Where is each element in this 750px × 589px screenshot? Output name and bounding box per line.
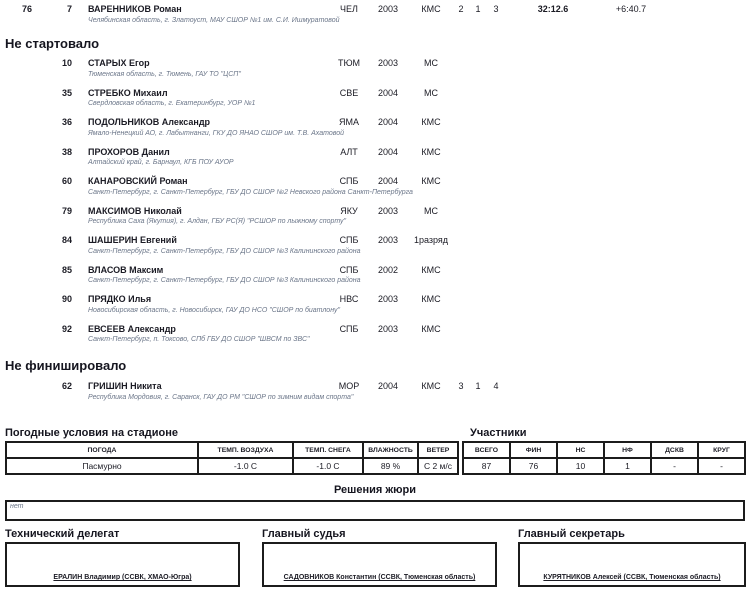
jury-title: Решения жюри xyxy=(333,484,417,496)
participants-value-row xyxy=(463,458,745,474)
birth-year: 2004 xyxy=(377,176,399,186)
participants-total: 87 xyxy=(463,458,510,474)
qualification: КМС xyxy=(421,146,441,157)
qualification: КМС xyxy=(421,323,441,334)
athlete-name: ПОДОЛЬНИКОВ Александр xyxy=(88,117,211,127)
penalty-3: 3 xyxy=(493,4,499,14)
birth-year: 2002 xyxy=(377,264,399,275)
qualification: МС xyxy=(424,205,438,216)
weather-col-snow-temp: ТЕМП. СНЕГА xyxy=(293,442,363,458)
qualification: КМС xyxy=(421,176,441,186)
qualification: 1разряд xyxy=(413,235,449,245)
participants-col-dns: НС xyxy=(557,442,604,458)
qualification: КМС xyxy=(421,264,441,275)
team-description: Санкт-Петербург, п. Токсово, СПб ГБУ ДО СШОР "ШВСМ по ЗВС" xyxy=(88,336,310,343)
team-description: Тюменская область, г. Тюмень, ГАУ ТО "ЦСП" xyxy=(88,70,241,78)
birth-year: 2003 xyxy=(377,323,399,334)
region-code: АЛТ xyxy=(340,146,358,157)
bib-number: 79 xyxy=(61,205,72,216)
athlete-name: КАНАРОВСКИЙ Роман xyxy=(88,176,188,186)
penalty-1: 2 xyxy=(458,4,464,14)
athlete-row xyxy=(0,206,750,236)
bib-number: 62 xyxy=(61,381,72,391)
team-description: Свердловская область, г. Екатеринбург, УОР №1 xyxy=(88,100,256,107)
athlete-name: ПРОХОРОВ Данил xyxy=(88,146,170,157)
bib-number: 38 xyxy=(61,146,72,157)
athlete-row xyxy=(0,235,750,265)
team-description: Челябинская область, г. Златоуст, МАУ СШОР №1 им. С.И. Ишмуратовой xyxy=(88,16,340,24)
qualification: МС xyxy=(424,87,438,98)
dns-rows xyxy=(0,58,750,353)
bib-number: 90 xyxy=(61,294,72,304)
finish-time: 32:12.6 xyxy=(537,4,569,14)
team-description: Алтайский край, г. Барнаул, КГБ ПОУ АУОР xyxy=(88,159,234,166)
athlete-row xyxy=(0,176,750,206)
weather-col-air-temp: ТЕМП. ВОЗДУХА xyxy=(198,442,293,458)
bib-number: 10 xyxy=(61,58,72,68)
technical-delegate-box xyxy=(5,542,240,587)
dnf-rows xyxy=(0,381,750,411)
birth-year: 2004 xyxy=(377,117,399,127)
birth-year: 2004 xyxy=(377,146,399,157)
section-dns-title: Не стартовало xyxy=(5,36,100,51)
region-code: ТЮМ xyxy=(337,58,361,68)
region-code: ЯКУ xyxy=(340,205,358,216)
technical-delegate-name: ЕРАЛИН Владимир (ССВК, ХМАО-Югра) xyxy=(53,574,192,581)
birth-year: 2003 xyxy=(377,294,399,304)
participants-dsq: - xyxy=(651,458,698,474)
participants-col-finished: ФИН xyxy=(510,442,557,458)
bib-number: 84 xyxy=(61,235,72,245)
birth-year: 2003 xyxy=(377,58,399,68)
team-description: Ямало-Ненецкий АО, г. Лабытнанги, ГКУ ДО ЯНАО СШОР им. Т.В. Ахатовой xyxy=(88,129,345,137)
region-code: СПБ xyxy=(339,323,359,334)
penalty-2: 1 xyxy=(475,381,481,391)
participants-dnf: 1 xyxy=(604,458,651,474)
qualification: КМС xyxy=(421,4,441,14)
penalty-3: 4 xyxy=(493,381,499,391)
birth-year: 2003 xyxy=(377,4,399,14)
penalty-1: 3 xyxy=(458,381,464,391)
section-dnf-title: Не финишировало xyxy=(5,358,127,373)
penalty-2: 1 xyxy=(475,4,481,14)
athlete-name: ЕВСЕЕВ Александр xyxy=(88,323,176,334)
weather-col-humidity: ВЛАЖНОСТЬ xyxy=(363,442,418,458)
official-role-chief-judge: Главный судья xyxy=(262,528,346,540)
participants-col-lapped: КРУГ xyxy=(698,442,745,458)
weather-air-temp: -1.0 C xyxy=(198,458,293,474)
athlete-row xyxy=(0,381,750,411)
athlete-name: ВЛАСОВ Максим xyxy=(88,264,164,275)
result-row xyxy=(0,4,750,34)
weather-humidity: 89 % xyxy=(363,458,418,474)
weather-snow-temp: -1.0 C xyxy=(293,458,363,474)
team-description: Санкт-Петербург, г. Санкт-Петербург, ГБУ ДО СШОР №3 Калининского района xyxy=(88,247,361,255)
participants-col-dsq: ДСКВ xyxy=(651,442,698,458)
athlete-name: ВАРЕННИКОВ Роман xyxy=(88,4,182,14)
team-description: Санкт-Петербург, г. Санкт-Петербург, ГБУ ДО СШОР №3 Калининского района xyxy=(88,277,361,284)
qualification: МС xyxy=(424,58,438,68)
weather-col-wind: ВЕТЕР xyxy=(418,442,458,458)
weather-conditions: Пасмурно xyxy=(6,458,198,474)
athlete-row xyxy=(0,324,750,354)
place-number: 76 xyxy=(21,4,32,14)
official-role-chief-secretary: Главный секретарь xyxy=(518,528,625,540)
athlete-row xyxy=(0,265,750,295)
participants-table xyxy=(462,441,746,475)
athlete-row xyxy=(0,147,750,177)
bib-number: 85 xyxy=(61,264,72,275)
athlete-name: СТРЕБКО Михаил xyxy=(88,87,168,98)
time-behind: +6:40.7 xyxy=(615,4,647,14)
weather-header-row xyxy=(6,442,458,458)
bib-number: 7 xyxy=(66,4,72,14)
weather-wind: С 2 м/с xyxy=(418,458,458,474)
bib-number: 36 xyxy=(61,117,72,127)
region-code: МОР xyxy=(338,381,360,391)
region-code: СПБ xyxy=(339,235,359,245)
region-code: НВС xyxy=(339,294,359,304)
weather-table xyxy=(5,441,459,475)
chief-secretary-box xyxy=(518,542,746,587)
athlete-row xyxy=(0,294,750,324)
athlete-name: ГРИШИН Никита xyxy=(88,381,162,391)
qualification: КМС xyxy=(421,294,441,304)
region-code: ЯМА xyxy=(339,117,359,127)
athlete-name: МАКСИМОВ Николай xyxy=(88,205,182,216)
region-code: ЧЕЛ xyxy=(340,4,358,14)
participants-col-dnf: НФ xyxy=(604,442,651,458)
participants-lapped: - xyxy=(698,458,745,474)
official-role-technical-delegate: Технический делегат xyxy=(5,528,120,540)
weather-col-conditions: ПОГОДА xyxy=(6,442,198,458)
participants-title: Участники xyxy=(470,427,527,439)
region-code: СПБ xyxy=(339,264,359,275)
participants-finished: 76 xyxy=(510,458,557,474)
bib-number: 35 xyxy=(61,87,72,98)
chief-judge-name: САДОВНИКОВ Константин (ССВК, Тюменская область) xyxy=(283,574,476,581)
region-code: СВЕ xyxy=(339,87,359,98)
weather-title: Погодные условия на стадионе xyxy=(5,427,179,439)
team-description: Республика Саха (Якутия), г. Алдан, ГБУ РС(Я) "РСШОР по лыжному спорту" xyxy=(88,218,347,225)
athlete-name: СТАРЫХ Егор xyxy=(88,58,150,68)
birth-year: 2004 xyxy=(377,381,399,391)
participants-header-row xyxy=(463,442,745,458)
bib-number: 60 xyxy=(61,176,72,186)
weather-value-row xyxy=(6,458,458,474)
athlete-name: ПРЯДКО Илья xyxy=(88,294,152,304)
birth-year: 2003 xyxy=(377,205,399,216)
bib-number: 92 xyxy=(61,323,72,334)
participants-dns: 10 xyxy=(557,458,604,474)
athlete-row xyxy=(0,88,750,118)
team-description: Санкт-Петербург, г. Санкт-Петербург, ГБУ ДО СШОР №2 Невского района Санкт-Петербурга xyxy=(88,188,413,196)
jury-note: нет xyxy=(10,503,24,510)
region-code: СПБ xyxy=(339,176,359,186)
chief-judge-box xyxy=(262,542,497,587)
athlete-row xyxy=(0,117,750,147)
team-description: Новосибирская область, г. Новосибирск, ГАУ ДО НСО "СШОР по биатлону" xyxy=(88,306,341,314)
chief-secretary-name: КУРЯТНИКОВ Алексей (ССВК, Тюменская область) xyxy=(543,574,721,581)
athlete-name: ШАШЕРИН Евгений xyxy=(88,235,177,245)
birth-year: 2003 xyxy=(377,235,399,245)
participants-col-total: ВСЕГО xyxy=(463,442,510,458)
birth-year: 2004 xyxy=(377,87,399,98)
qualification: КМС xyxy=(421,117,441,127)
jury-box xyxy=(5,500,745,521)
athlete-row xyxy=(0,58,750,88)
team-description: Республика Мордовия, г. Саранск, ГАУ ДО РМ "СШОР по зимним видам спорта" xyxy=(88,393,354,401)
qualification: КМС xyxy=(421,381,441,391)
